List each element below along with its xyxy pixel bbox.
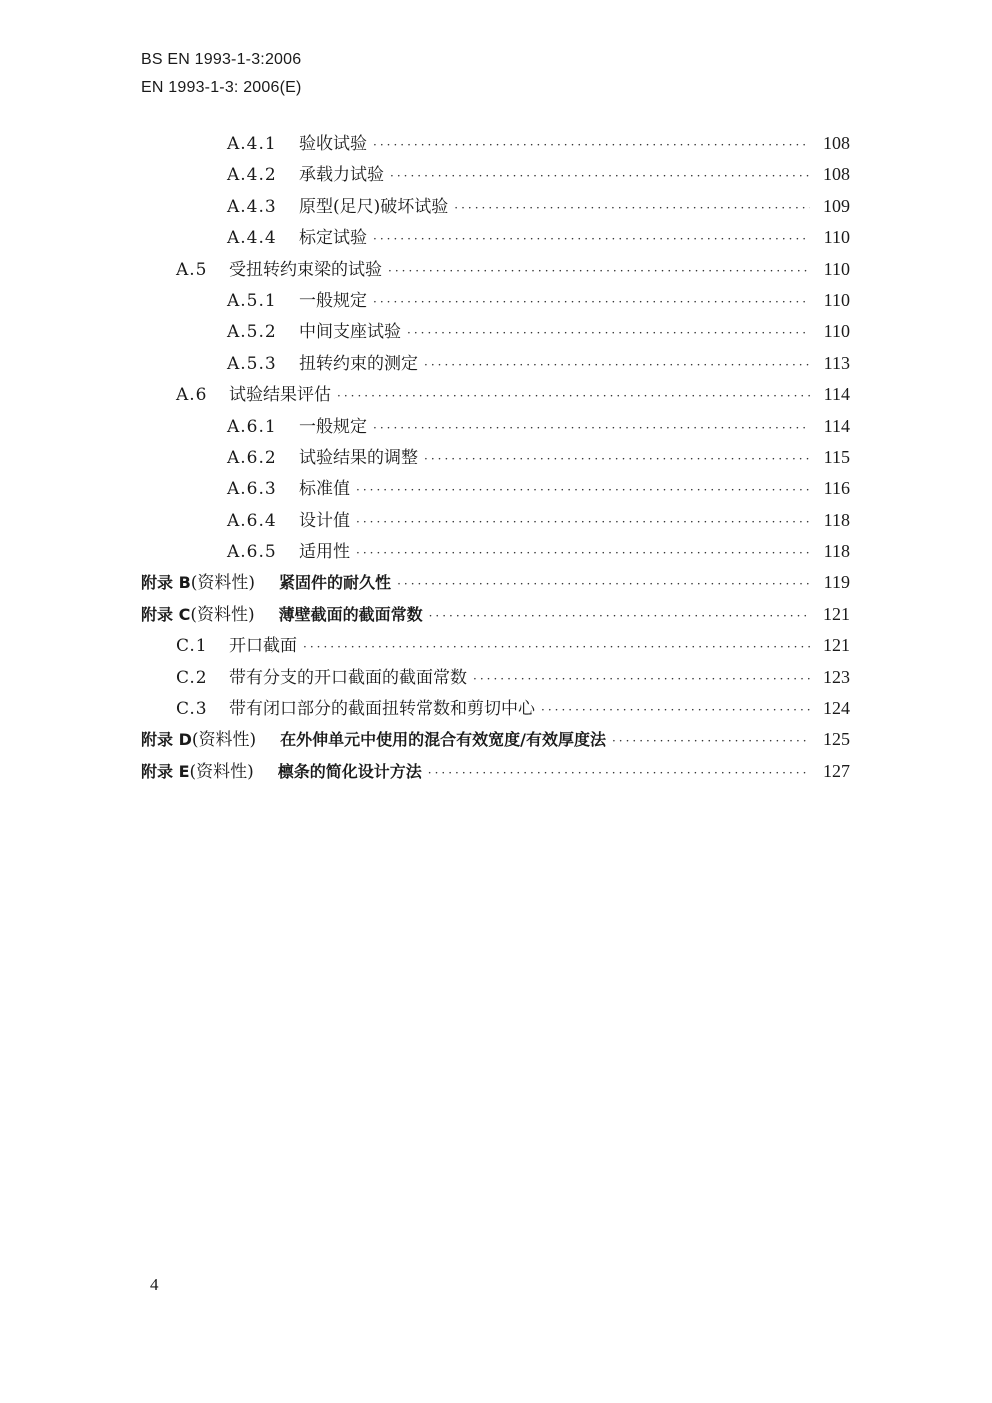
toc-appendix-label: 附录 E xyxy=(141,761,190,781)
toc-section-number: A.4.4 xyxy=(227,228,277,249)
toc-page-number: 108 xyxy=(823,164,850,185)
toc-section-title: 檩条的简化设计方法 xyxy=(277,761,422,781)
toc-appendix-entry[interactable] xyxy=(0,756,850,787)
toc-page-number: 118 xyxy=(823,541,850,562)
toc-section-title: 带有分支的开口截面的截面常数 xyxy=(229,667,467,688)
header-standard-en: EN 1993-1-3: 2006(E) xyxy=(141,79,302,96)
toc-dot-leader xyxy=(373,413,810,444)
toc-page-number: 118 xyxy=(823,509,850,530)
toc-dot-leader xyxy=(303,632,810,663)
toc-entry[interactable] xyxy=(0,630,850,661)
toc-section-number: A.6.2 xyxy=(227,447,277,468)
toc-dot-leader xyxy=(407,318,810,349)
toc-section-title: 带有闭口部分的截面扭转常数和剪切中心 xyxy=(229,699,535,720)
toc-section-title: 标准值 xyxy=(299,479,350,500)
toc-section-number: A.5.2 xyxy=(227,322,277,343)
toc-dot-leader xyxy=(373,224,810,255)
toc-page-number: 119 xyxy=(823,572,850,593)
toc-appendix-entry[interactable] xyxy=(0,599,850,630)
toc-entry[interactable] xyxy=(0,442,850,473)
toc-section-title: 试验结果的调整 xyxy=(299,447,418,468)
header-standard-bs: BS EN 1993-1-3:2006 xyxy=(141,51,302,68)
toc-dot-leader xyxy=(424,444,810,475)
toc-section-title: 中间支座试验 xyxy=(299,322,401,343)
toc-section-title: 一般规定 xyxy=(299,290,367,311)
toc-section-number: A.6 xyxy=(176,385,208,406)
toc-appendix-label: 附录 D xyxy=(141,730,192,750)
toc-page-number: 125 xyxy=(823,729,850,750)
toc-page-number: 124 xyxy=(823,698,850,719)
toc-page-number: 116 xyxy=(823,478,850,499)
toc-entry[interactable] xyxy=(0,128,850,159)
toc-section-number: A.6.4 xyxy=(227,510,277,531)
toc-section-number: A.4.3 xyxy=(227,196,277,217)
toc-dot-leader xyxy=(388,256,810,287)
toc-page-number: 127 xyxy=(823,760,850,781)
page-number: 4 xyxy=(150,1275,159,1294)
toc-dot-leader xyxy=(429,601,810,632)
toc-section-title: 受扭转约束梁的试验 xyxy=(229,259,382,280)
toc-entry[interactable] xyxy=(0,693,850,724)
toc-section-number: A.5 xyxy=(176,259,208,280)
toc-dot-leader xyxy=(428,758,810,789)
toc-dot-leader xyxy=(424,350,810,381)
toc-page-number: 123 xyxy=(823,666,850,687)
toc-dot-leader xyxy=(454,193,810,224)
toc-section-title: 薄壁截面的截面常数 xyxy=(278,604,423,624)
toc-section-title: 原型(足尺)破坏试验 xyxy=(299,196,449,217)
toc-page-number: 114 xyxy=(823,415,850,436)
toc-dot-leader xyxy=(356,475,810,506)
toc-section-title: 一般规定 xyxy=(299,416,367,437)
toc-page-number: 109 xyxy=(823,195,850,216)
toc-entry[interactable] xyxy=(0,348,850,379)
toc-section-number: A.4.2 xyxy=(227,165,277,186)
toc-page-number: 110 xyxy=(823,289,850,310)
toc-page-number: 115 xyxy=(823,446,850,467)
toc-dot-leader xyxy=(373,287,810,318)
toc-section-title: 承载力试验 xyxy=(299,165,384,186)
toc-appendix-entry[interactable] xyxy=(0,724,850,755)
toc-section-title: 扭转约束的测定 xyxy=(299,353,418,374)
toc-appendix-label: 附录 C xyxy=(141,604,191,624)
toc-entry[interactable] xyxy=(0,191,850,222)
toc-section-title: 适用性 xyxy=(299,542,350,563)
toc-page-number: 110 xyxy=(823,321,850,342)
toc-section-title: 紧固件的耐久性 xyxy=(279,573,392,593)
document-header xyxy=(141,46,302,102)
toc-section-number: C.1 xyxy=(176,636,208,657)
table-of-contents xyxy=(0,128,992,787)
toc-section-number: C.3 xyxy=(176,699,208,720)
toc-page-number: 114 xyxy=(823,384,850,405)
toc-dot-leader xyxy=(390,161,810,192)
toc-entry[interactable] xyxy=(0,159,850,190)
toc-appendix-type: (资料性) xyxy=(190,573,256,594)
toc-section-title: 开口截面 xyxy=(229,636,297,657)
toc-dot-leader xyxy=(397,569,810,600)
toc-entry[interactable] xyxy=(0,316,850,347)
toc-page-number: 110 xyxy=(823,258,850,279)
toc-section-number: A.6.3 xyxy=(227,479,277,500)
toc-entry[interactable] xyxy=(0,254,850,285)
toc-appendix-type: (资料性) xyxy=(189,761,254,782)
toc-section-number: A.6.5 xyxy=(227,542,277,563)
toc-entry[interactable] xyxy=(0,379,850,410)
toc-appendix-type: (资料性) xyxy=(190,604,255,625)
toc-dot-leader xyxy=(373,130,810,161)
toc-appendix-label: 附录 B xyxy=(141,573,191,593)
toc-dot-leader xyxy=(473,664,810,695)
toc-page-number: 121 xyxy=(823,635,850,656)
toc-page-number: 108 xyxy=(823,133,850,153)
toc-page-number: 121 xyxy=(823,603,850,624)
toc-section-number: A.5.1 xyxy=(227,290,277,311)
toc-dot-leader xyxy=(337,381,810,412)
toc-entry[interactable] xyxy=(0,505,850,536)
toc-section-number: A.5.3 xyxy=(227,353,277,374)
toc-section-number: A.4.1 xyxy=(227,134,277,154)
toc-appendix-entry[interactable] xyxy=(0,567,850,598)
toc-entry[interactable] xyxy=(0,222,850,253)
toc-dot-leader xyxy=(612,726,810,757)
toc-section-title: 验收试验 xyxy=(299,134,367,154)
toc-entry[interactable] xyxy=(0,285,850,316)
toc-entry[interactable] xyxy=(0,473,850,504)
toc-page-number: 113 xyxy=(823,352,850,373)
toc-section-number: A.6.1 xyxy=(227,416,277,437)
toc-entry[interactable] xyxy=(0,411,850,442)
toc-entry[interactable] xyxy=(0,536,850,567)
toc-section-title: 设计值 xyxy=(299,510,350,531)
toc-dot-leader xyxy=(356,507,810,538)
toc-section-title: 试验结果评估 xyxy=(229,385,331,406)
toc-section-title: 在外伸单元中使用的混合有效宽度/有效厚度法 xyxy=(280,730,606,750)
toc-page-number: 110 xyxy=(823,227,850,248)
toc-section-number: C.2 xyxy=(176,667,208,688)
toc-dot-leader xyxy=(356,538,810,569)
toc-appendix-type: (资料性) xyxy=(191,730,257,751)
toc-section-title: 标定试验 xyxy=(299,228,367,249)
toc-entry[interactable] xyxy=(0,662,850,693)
toc-dot-leader xyxy=(541,695,810,726)
